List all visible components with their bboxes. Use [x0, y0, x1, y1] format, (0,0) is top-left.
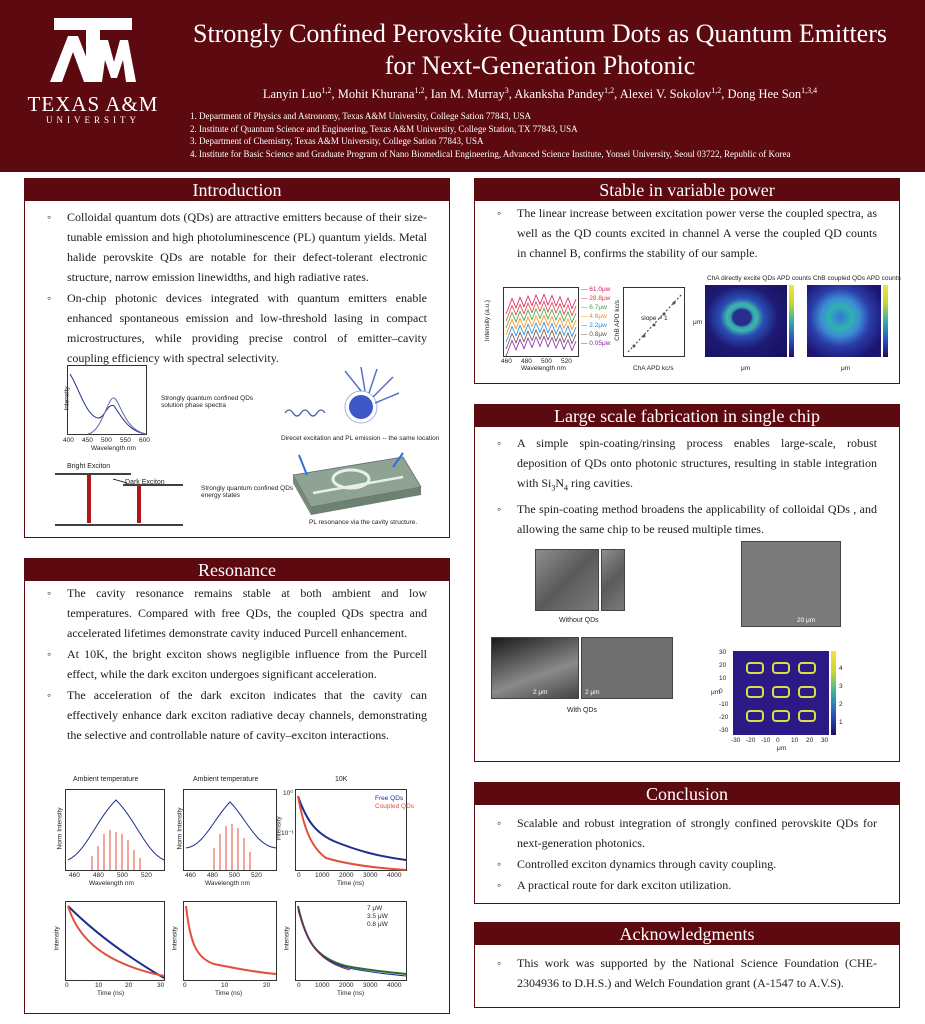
author-name: Lanyin Luo$^{1,2}$: [262, 86, 332, 102]
sem-array: [741, 541, 841, 627]
spectra-tick: 550: [120, 437, 131, 444]
energy-states-caption: Strongly quantum confined QDs energy states: [201, 485, 294, 499]
colorbar-b: [883, 285, 888, 357]
power-lifetime-plot: [295, 901, 407, 981]
atm-logo-icon: [48, 14, 138, 86]
power-legend: [581, 285, 610, 348]
map-ytick: -20: [719, 714, 729, 721]
cbar-tick: 1: [839, 719, 843, 726]
spectrum-xtick: 460: [501, 358, 512, 365]
spectra-tick: 500: [101, 437, 112, 444]
xtick: 500: [229, 872, 240, 879]
map-ytick: -30: [719, 727, 729, 734]
ring-spot: [773, 687, 789, 697]
xtick: 480: [207, 872, 218, 879]
resonance-caption: PL resonance via the cavity structure.: [309, 519, 418, 526]
resonance-panel: [24, 558, 450, 1014]
xtick: 1000: [315, 872, 330, 879]
author-name: Mohit Khurana$^{1,2}$: [337, 86, 425, 102]
xtick: 10: [95, 982, 103, 989]
spectra-ylabel: Intensity: [63, 386, 71, 411]
xlabel: Time (ns): [215, 990, 243, 997]
qd-emission-illustration: [281, 365, 401, 435]
author-affiliation-sup: 1,3,4: [801, 86, 818, 95]
list-item: ◦ The acceleration of the dark exciton indicates that the cavity can effectively enhance dark exciton radiative decay channels, demonstrating the selective and controllable nature of cavity–exciton interactions.: [47, 685, 427, 745]
map-ytick: 10: [719, 675, 727, 682]
plot-title: Ambient temperature: [193, 776, 259, 783]
large-area-pl-map: [733, 651, 829, 735]
legend-free-qds: Free QDs: [375, 795, 404, 802]
author-affiliation-sup: 1,2: [711, 86, 722, 95]
map-ylabel: μm: [711, 689, 721, 696]
spectra-caption: Strongly quantum confined QDs solution phase spectra: [161, 395, 254, 409]
list-item: ◦ Colloidal quantum dots (QDs) are attractive emitters because of their size-tunable emission and high photoluminescence (PL) quantum yields. Metal halide perovskite QDs are notable for their defect-tolerant electronic structure, narrow emission linewidths, and high radiative rates.: [47, 207, 427, 287]
legend-entry: — 61.0μw: [581, 286, 611, 293]
ytick: 10⁻¹: [281, 830, 294, 837]
poster-title: [160, 18, 920, 82]
ylabel: Norm Intensity: [56, 807, 64, 850]
introduction-panel: [24, 178, 450, 538]
legend-entry: — 28.8μw: [581, 295, 611, 302]
ytick: 10⁰: [283, 790, 293, 797]
logo-university: UNIVERSITY: [46, 115, 140, 125]
ambient-spectrum-plot-a: [65, 789, 165, 871]
spectra-tick: 400: [63, 437, 74, 444]
ring-spot: [799, 687, 815, 697]
ylabel: Intensity: [283, 926, 291, 951]
channel-a-apd-map: [705, 285, 787, 357]
map-ytick: 0: [719, 688, 723, 695]
xtick: 2000: [339, 982, 354, 989]
ylabel: Intensity: [53, 926, 61, 951]
map-ytick: 20: [719, 662, 727, 669]
legend-entry: — 2.2μw: [581, 322, 607, 329]
spectrum-xlabel: Wavelength nm: [521, 365, 566, 372]
ring-chip-illustration: [283, 447, 423, 517]
spectrum-xtick: 480: [521, 358, 532, 365]
with-qds-label: With QDs: [567, 707, 597, 714]
xtick: 4000: [387, 872, 402, 879]
map-xtick: -30: [731, 737, 741, 744]
legend-power: 0.8 μW: [367, 921, 388, 928]
logo-texas-am: TEXAS A&M: [27, 92, 159, 116]
bright-exciton-label: Bright Exciton: [67, 463, 111, 470]
xtick: 500: [117, 872, 128, 879]
dark-exciton-label: Dark Exciton: [125, 479, 165, 486]
plot-title: 10K: [335, 776, 348, 783]
map-xtick: 10: [791, 737, 799, 744]
sem-ring-without-qds: [535, 549, 599, 611]
plot-title: Ambient temperature: [73, 776, 139, 783]
xtick: 460: [69, 872, 80, 879]
ambient-lifetime-plot-b: [183, 901, 277, 981]
legend-entry: — 4.8μw: [581, 313, 607, 320]
xlabel: Time (ns): [337, 990, 365, 997]
list-item: ◦ A practical route for dark exciton utilization.: [497, 875, 877, 895]
affiliation-1: 1. Department of Physics and Astronomy, Texas A&M University, College Sation 77843, USA: [190, 111, 532, 121]
xlabel: Time (ns): [97, 990, 125, 997]
cbar-tick: 3: [839, 683, 843, 690]
xlabel: Wavelength nm: [205, 880, 250, 887]
absorption-spectra-plot: [67, 365, 147, 435]
map-a-ylabel: μm: [693, 319, 703, 326]
affiliation-list: [190, 110, 791, 160]
spectra-tick: 450: [82, 437, 93, 444]
spectra-xlabel: Wavelength nm: [91, 445, 136, 452]
colorbar-fab: [831, 651, 836, 735]
xtick: 30: [157, 982, 165, 989]
map-xtick: -10: [761, 737, 771, 744]
title-line-2: for Next-Generation Photonic: [384, 51, 696, 80]
xtick: 0: [297, 982, 301, 989]
sem-ring-detail: [601, 549, 625, 611]
xtick: 4000: [387, 982, 402, 989]
spectrum-ylabel: Intensity (a.u.): [484, 299, 492, 342]
scale-2um: 2 μm: [585, 689, 600, 696]
loglog-xlabel: ChA APD kc/s: [633, 365, 674, 372]
author-name: Alexei V. Sokolov$^{1,2}$: [619, 86, 722, 102]
list-item: ◦ The linear increase between excitation power verse the coupled spectra, as well as the QD counts excited in channel A verse the coupled QD counts in channel B, confirms the stability of our sample.: [497, 203, 877, 263]
colorbar-a: [789, 285, 794, 357]
legend-entry: — 0.8μw: [581, 331, 607, 338]
spectra-tick: 600: [139, 437, 150, 444]
conclusion-heading: Conclusion: [475, 783, 899, 805]
power-panel: [474, 178, 900, 384]
ylabel: Intensity: [275, 816, 283, 841]
author-name: Dong Hee Son$^{1,3,4}$: [727, 86, 818, 102]
xtick: 520: [141, 872, 152, 879]
loglog-ylabel: ChB APD kc/s: [613, 300, 621, 341]
scale-20um: 20 μm: [797, 617, 816, 624]
map-b-xlabel: μm: [841, 365, 851, 372]
list-item: ◦ At 10K, the bright exciton shows negligible influence from the Purcell effect, while the dark exciton undergoes significant acceleration.: [47, 644, 427, 684]
list-item: ◦ This work was supported by the National Science Foundation (CHE-2304936 to D.H.S.) and Welch Foundation grant (A-1547 to A.V.S).: [497, 953, 877, 993]
author-affiliation-sup: 1,2: [414, 86, 425, 95]
ring-spot: [799, 711, 815, 721]
map-ytick: -10: [719, 701, 729, 708]
conclusion-bullets: [475, 805, 899, 895]
map-a-title: ChA directly excite QDs APD counts: [707, 275, 812, 282]
author-affiliation-sup: 3: [504, 86, 509, 95]
ylabel: Intensity: [171, 926, 179, 951]
xtick: 20: [263, 982, 271, 989]
list-item: ◦ Scalable and robust integration of strongly confined perovskite QDs for next-generation photonics.: [497, 813, 877, 853]
title-line-1: Strongly Confined Perovskite Quantum Dots as Quantum Emitters: [193, 19, 887, 48]
author-affiliation-sup: 1,2: [604, 86, 615, 95]
acknowledgments-heading: Acknowledgments: [475, 923, 899, 945]
fabrication-panel: [474, 404, 900, 762]
list-item: ◦ The cavity resonance remains stable at both ambient and low temperatures. Compared with free QDs, the coupled QDs spectra and accelerated lifetimes demonstrate cavity induced Purcell enhancement.: [47, 583, 427, 643]
poster-header: [0, 0, 925, 172]
scale-2um: 2 μm: [533, 689, 548, 696]
xtick: 520: [251, 872, 262, 879]
spectrum-xtick: 520: [561, 358, 572, 365]
xlabel: Time (ns): [337, 880, 365, 887]
ring-spot: [773, 711, 789, 721]
map-xtick: -20: [746, 737, 756, 744]
spectrum-xtick: 500: [541, 358, 552, 365]
xtick: 20: [125, 982, 133, 989]
resonance-heading: Resonance: [25, 559, 449, 581]
affiliation-3: 3. Department of Chemistry, Texas A&M University, College Sation 77843, USA: [190, 136, 484, 147]
affiliation-2: 2. Institute of Quantum Science and Engineering, Texas A&M University, College Station, TX 77843, USA: [190, 123, 578, 134]
map-a-xlabel: μm: [741, 365, 751, 372]
legend-entry: — 0.05μw: [581, 340, 611, 347]
resonance-bullets: [25, 581, 449, 745]
xtick: 0: [183, 982, 187, 989]
introduction-bullets: [25, 201, 449, 368]
author-affiliation-sup: 1,2: [321, 86, 332, 95]
legend-power: 7 μW: [367, 905, 383, 912]
acknowledgments-bullets: [475, 945, 899, 993]
loglog-plot: [623, 287, 685, 357]
fabrication-heading: Large scale fabrication in single chip: [475, 405, 899, 427]
list-item: ◦ The spin-coating method broadens the applicability of colloidal QDs , and allowing the same chip to be reused multiple times.: [497, 499, 877, 539]
list-item: ◦ A simple spin-coating/rinsing process enables large-scale, robust deposition of QDs onto photonic structures, resulting in stable integration with $Si_3N_4$ ring cavities.: [497, 433, 877, 498]
xtick: 0: [65, 982, 69, 989]
direct-excitation-caption: Direcet excitation and PL emission -- the same location: [281, 435, 440, 442]
without-qds-label: Without QDs: [559, 617, 599, 624]
power-heading: Stable in variable power: [475, 179, 899, 201]
fabrication-bullets: [475, 427, 899, 539]
legend-entry: — 6.7μw: [581, 304, 607, 311]
author-name: Akanksha Pandey$^{1,2}$: [514, 86, 615, 102]
si3n4-formula: $Si_3N_4$: [541, 476, 569, 493]
ambient-spectrum-plot-b: [183, 789, 277, 871]
xtick: 3000: [363, 872, 378, 879]
xtick: 10: [221, 982, 229, 989]
xtick: 3000: [363, 982, 378, 989]
ring-spot: [747, 711, 763, 721]
map-xlabel: μm: [777, 745, 787, 752]
tamu-logo: [18, 14, 168, 154]
xlabel: Wavelength nm: [89, 880, 134, 887]
legend-coupled-qds: Coupled QDs: [375, 803, 415, 810]
map-xtick: 0: [776, 737, 780, 744]
cbar-tick: 2: [839, 701, 843, 708]
xtick: 2000: [339, 872, 354, 879]
introduction-heading: Introduction: [25, 179, 449, 201]
ring-spot: [799, 663, 815, 673]
cbar-tick: 4: [839, 665, 843, 672]
xtick: 0: [297, 872, 301, 879]
ring-spot: [747, 663, 763, 673]
ambient-lifetime-plot-a: [65, 901, 165, 981]
ring-spot: [773, 663, 789, 673]
map-xtick: 30: [821, 737, 829, 744]
slope-label: slope = 1: [641, 315, 668, 322]
author-list: Lanyin Luo$^{1,2}$, Mohit Khurana$^{1,2}$, Ian M. Murray$^3$, Akanksha Pandey$^{1,2}$, Alexei V. Sokolov$^{1,2}$, Dong Hee Son$^{1,3,4}$: [262, 86, 818, 102]
list-item: ◦ Controlled exciton dynamics through cavity coupling.: [497, 854, 877, 874]
conclusion-panel: [474, 782, 900, 904]
map-ytick: 30: [719, 649, 727, 656]
author-name: Ian M. Murray$^3$: [430, 86, 509, 102]
xtick: 480: [93, 872, 104, 879]
ring-spot: [747, 687, 763, 697]
affiliation-4: 4. Institute for Basic Science and Graduate Program of Nano Biomedical Engineering, Advanced Science Institute, Yonsei University, Seoul 03722, Republic of Korea: [190, 148, 791, 159]
power-bullets: [475, 201, 899, 263]
xtick: 460: [185, 872, 196, 879]
legend-power: 3.5 μW: [367, 913, 388, 920]
ylabel: Norm Intensity: [176, 807, 184, 850]
power-spectrum-plot: [503, 287, 579, 357]
spectra-curves: [68, 366, 148, 436]
map-b-title: ChB coupled QDs APD counts: [813, 275, 901, 282]
list-item: ◦ On-chip photonic devices integrated with quantum emitters enable enhanced spontaneous emission and low-threshold lasing in compact microstructures, while providing precise control of emitter–cavity coupling efficiency with spectral selectivity.: [47, 288, 427, 368]
map-xtick: 20: [806, 737, 814, 744]
channel-b-apd-map: [807, 285, 881, 357]
xtick: 1000: [315, 982, 330, 989]
acknowledgments-panel: [474, 922, 900, 1008]
